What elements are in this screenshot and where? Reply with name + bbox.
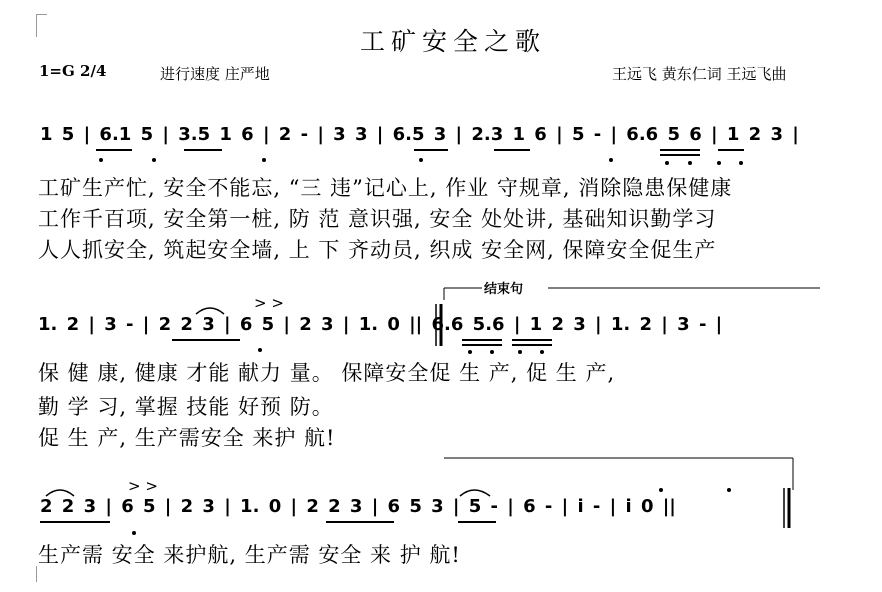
slur: [46, 490, 74, 496]
lyric-line: 生产需 安全 来护航, 生产需 安全 来 护 航!: [38, 543, 461, 567]
tempo-marking: 进行速度 庄严地: [160, 65, 270, 83]
ending-label: 结束句: [484, 282, 524, 297]
octave-dot: [99, 158, 103, 162]
octave-dot: [262, 158, 266, 162]
song-title: 工矿安全之歌: [360, 27, 547, 56]
octave-dot: [688, 161, 692, 165]
accent-mark: > >: [128, 477, 158, 495]
accent-mark: > >: [254, 294, 284, 312]
score-row-2: 1. 2 | 3 - | 2 2 3 | 6 5 | 2 3 | 1. 0 || 6.6 5.6 | 1 2 3 | 1. 2 | 3 - |: [38, 314, 723, 335]
lyric-line: 促 生 产, 生产需安全 来护 航!: [38, 426, 336, 450]
octave-dot: [258, 348, 262, 352]
score-row-3: 2 2 3 | 6 5 | 2 3 | 1. 0 | 2 2 3 | 6 5 3 | 5 - | 6 - | i - | i 0 ||: [40, 496, 676, 517]
score-row-1: 1 5 | 6.1 5 | 3.5 1 6 | 2 - | 3 3 | 6.5 3 | 2.3 1 6 | 5 - | 6.6 5 6 | 1 2 3 |: [40, 124, 799, 145]
slur: [460, 490, 490, 496]
octave-dot: [540, 350, 544, 354]
octave-dot: [665, 161, 669, 165]
lyric-line: 工作千百项, 安全第一桩, 防 范 意识强, 安全 处处讲, 基础知识勤学习: [38, 207, 717, 231]
octave-dot: [739, 161, 743, 165]
octave-dot: [518, 350, 522, 354]
octave-dot: [152, 158, 156, 162]
lyric-line: 勤 学 习, 掌握 技能 好预 防。: [38, 395, 334, 419]
octave-dot: [490, 350, 494, 354]
octave-dot: [132, 531, 136, 535]
octave-dot: [717, 161, 721, 165]
octave-dot: [727, 488, 731, 492]
credits: 王远飞 黄东仁词 王远飞曲: [612, 65, 787, 83]
lyric-line: 保 健 康, 健康 才能 献力 量。 保障安全促 生 产, 促 生 产,: [38, 361, 616, 385]
slur: [196, 308, 224, 314]
lyric-line: 人人抓安全, 筑起安全墙, 上 下 齐动员, 织成 安全网, 保障安全促生产: [38, 238, 717, 262]
octave-dot: [468, 350, 472, 354]
octave-dot: [659, 488, 663, 492]
octave-dot: [419, 158, 423, 162]
lyric-line: 工矿生产忙, 安全不能忘, “三 违”记心上, 作业 守规章, 消除隐患保健康: [38, 176, 733, 200]
octave-dot: [609, 158, 613, 162]
key-signature: 1=G 2/4: [39, 62, 107, 80]
